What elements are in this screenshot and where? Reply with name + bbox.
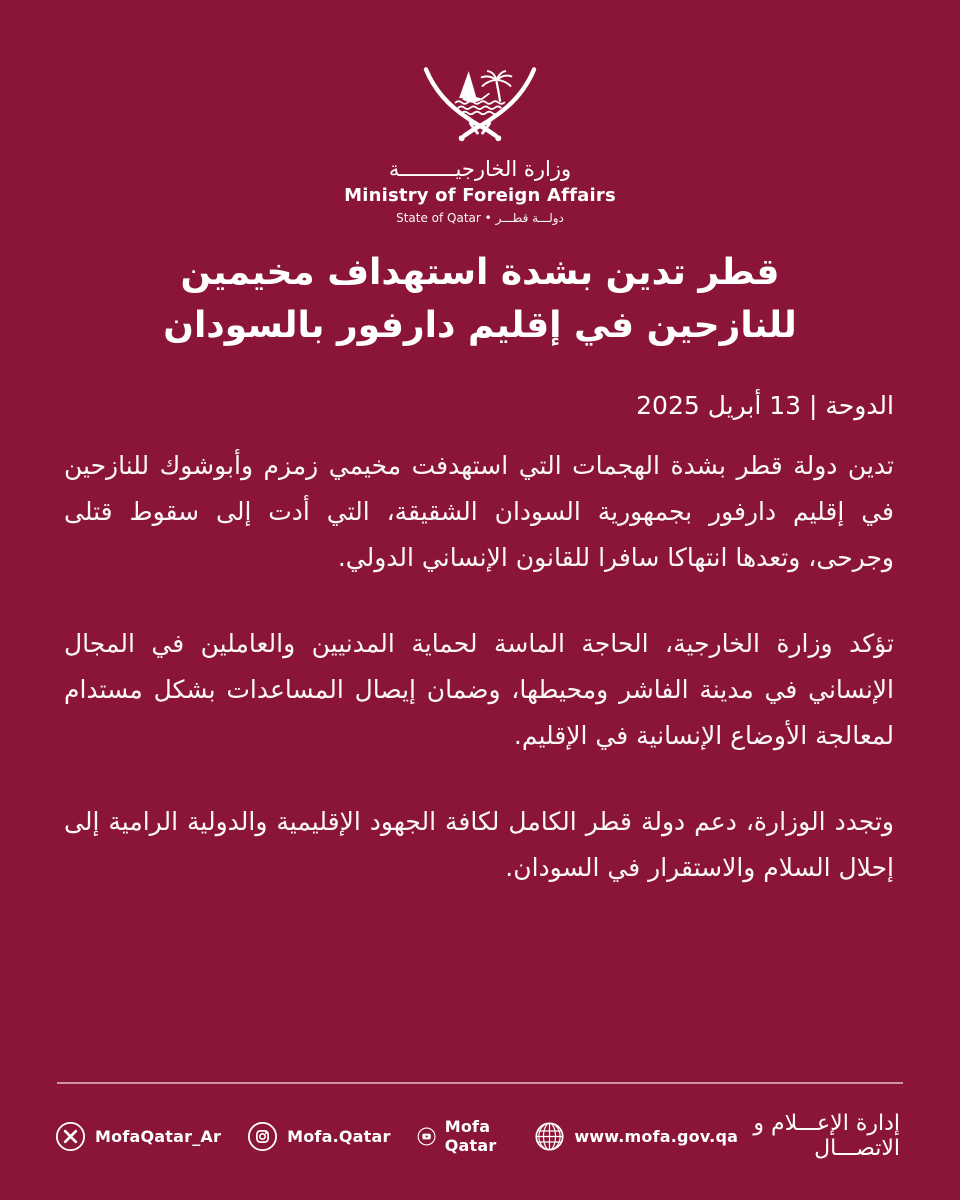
qatar-mofa-emblem-icon — [419, 64, 541, 148]
dateline: الدوحة | 13 أبريل 2025 — [636, 391, 894, 420]
ministry-logo-block — [0, 64, 960, 225]
social-item-website — [534, 1121, 738, 1152]
state-of-qatar-line: State of Qatar • دولـــة قطـــر — [396, 211, 564, 226]
footer — [55, 1110, 900, 1162]
social-item-x — [55, 1121, 221, 1152]
globe-icon — [534, 1121, 565, 1152]
instagram-handle: Mofa.Qatar — [287, 1126, 391, 1146]
youtube-icon — [417, 1121, 436, 1152]
website-url: www.mofa.gov.qa — [574, 1126, 739, 1146]
department-name: إدارة الإعـــلام و الاتصـــال — [753, 1111, 900, 1161]
social-handles — [55, 1117, 738, 1155]
headline-line-1: قطر تدين بشدة استهداف مخيمين — [180, 252, 780, 293]
ministry-name-english: Ministry of Foreign Affairs — [344, 185, 616, 207]
instagram-icon — [247, 1121, 278, 1152]
statement-body — [64, 443, 894, 931]
ministry-name-arabic: وزارة الخارجيـــــــــة — [388, 157, 572, 181]
social-item-instagram — [247, 1121, 390, 1152]
headline-line-2: للنازحين في إقليم دارفور بالسودان — [163, 305, 797, 346]
statement-paragraph: تدين دولة قطر بشدة الهجمات التي استهدفت مخيمي زمزم وأبوشوك للنازحين في إقليم دارفور بجمهورية السودان الشقيقة، التي أدت إلى سقوط قتلى وجرحى، وتعدها انتهاكا سافرا للقانون الإنساني الدولي. — [64, 451, 894, 572]
x-social-icon — [55, 1121, 86, 1152]
footer-divider — [57, 1082, 903, 1084]
youtube-handle: Mofa Qatar — [444, 1117, 497, 1155]
x-handle: MofaQatar_Ar — [95, 1126, 222, 1146]
statement-headline — [0, 246, 960, 352]
statement-paragraph: وتجدد الوزارة، دعم دولة قطر الكامل لكافة الجهود الإقليمية والدولية الرامية إلى إحلال السلام والاستقرار في السودان. — [64, 807, 894, 882]
statement-paragraph: تؤكد وزارة الخارجية، الحاجة الماسة لحماية المدنيين والعاملين في المجال الإنساني في مدينة الفاشر ومحيطها، وضمان إيصال المساعدات بشكل مستدام لمعالجة الأوضاع الإنسانية في الإقليم. — [64, 629, 894, 750]
social-item-youtube — [417, 1117, 509, 1155]
